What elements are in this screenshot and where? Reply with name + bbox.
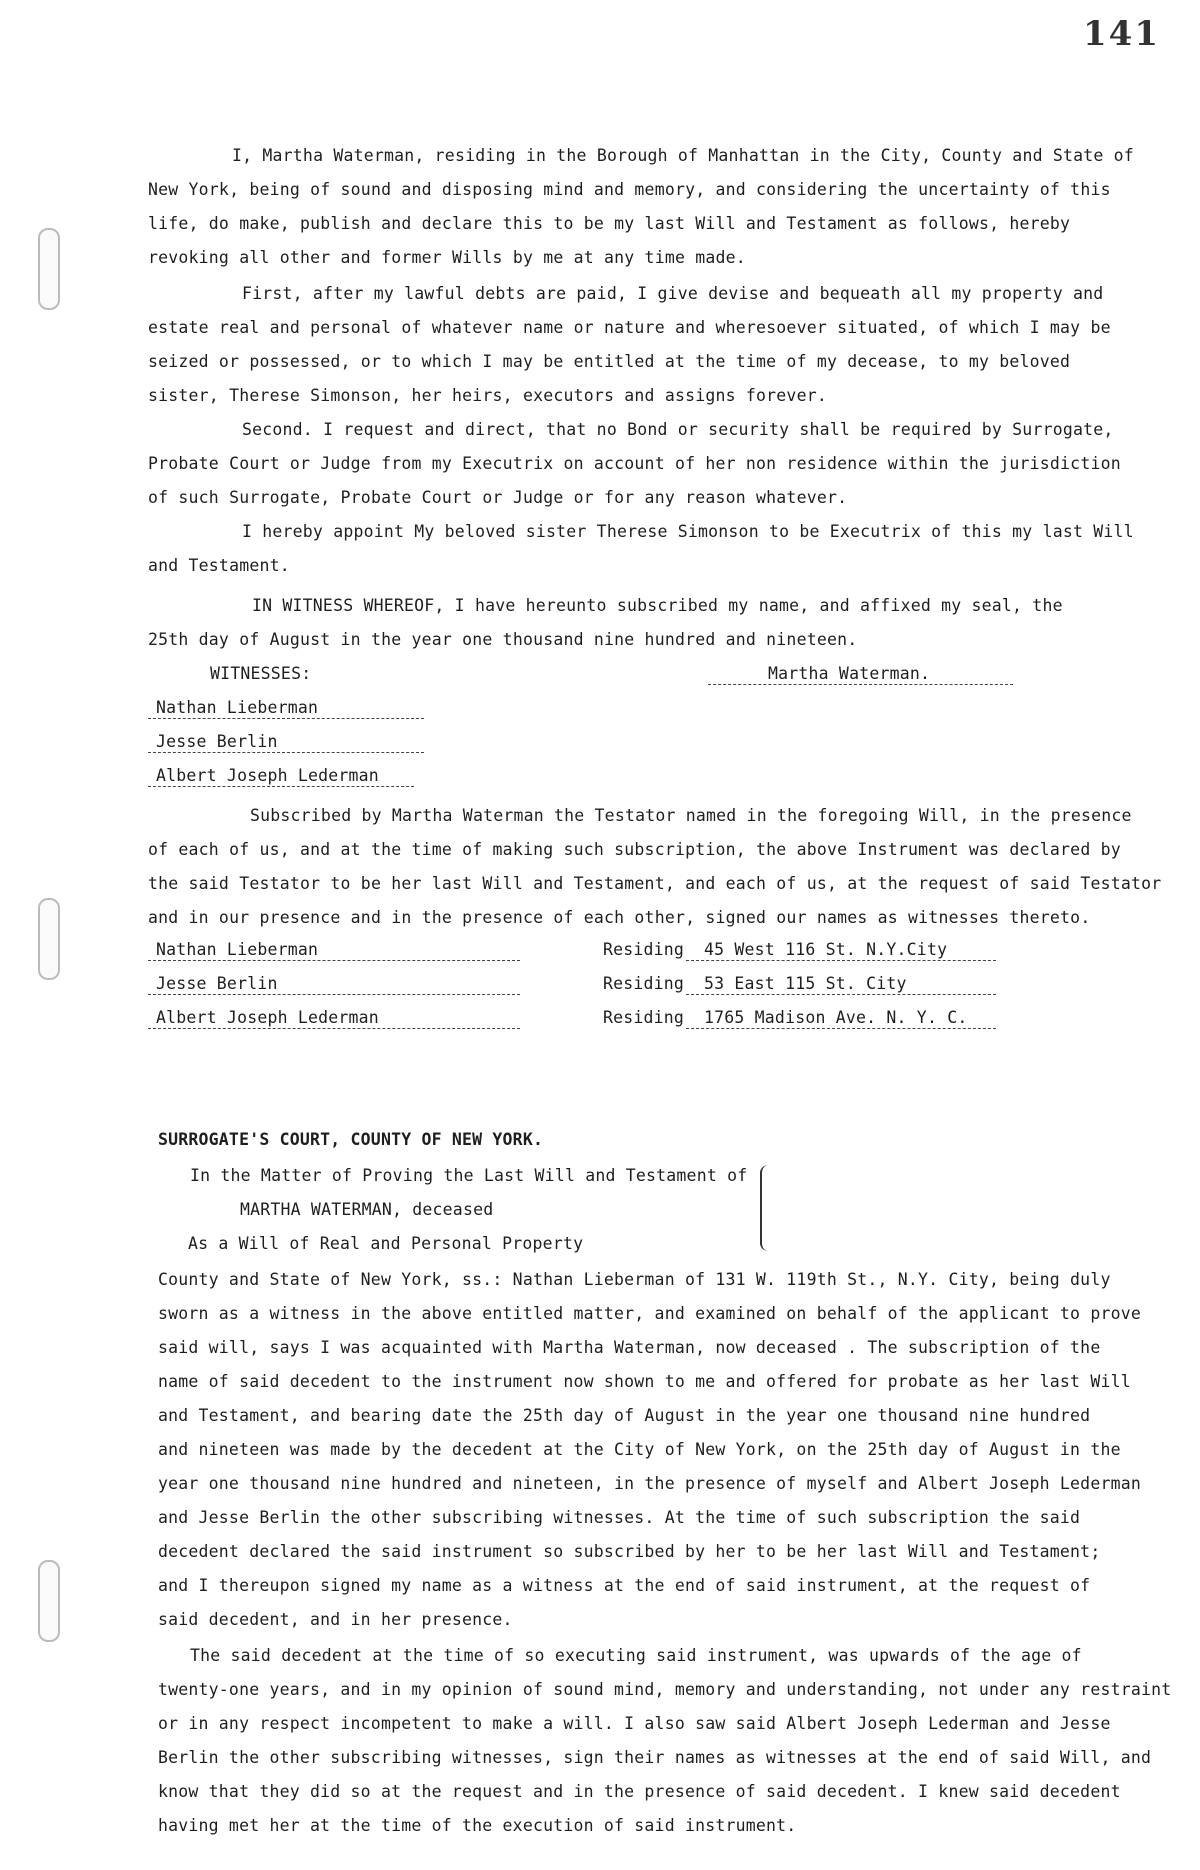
deposition-line: County and State of New York, ss.: Nathan Lieberman of 131 W. 119th St., N.Y. City, being duly	[158, 1270, 1111, 1289]
deposition-line: said will, says I was acquainted with Martha Waterman, now deceased . The subscription of the	[158, 1338, 1101, 1357]
signer-address: 45 West 116 St. N.Y.City	[704, 940, 948, 959]
address-line	[686, 994, 996, 995]
attestation-line: the said Testator to be her last Will and Testament, and each of us, at the request of said Testator	[148, 874, 1162, 893]
matter-brace	[760, 1165, 776, 1251]
signer-name: Jesse Berlin	[156, 974, 278, 993]
matter-line: MARTHA WATERMAN, deceased	[240, 1200, 494, 1219]
binding-hole-top	[38, 228, 60, 310]
residing-label: Residing	[603, 974, 685, 993]
witnesses-label: WITNESSES:	[210, 664, 312, 683]
deposition-line: year one thousand nine hundred and nineteen, in the presence of myself and Albert Joseph Lederman	[158, 1474, 1141, 1493]
matter-line: In the Matter of Proving the Last Will and Testament of	[190, 1166, 748, 1185]
witness-signature: Nathan Lieberman	[156, 698, 319, 717]
signer-line	[148, 1028, 520, 1029]
signer-address: 1765 Madison Ave. N. Y. C.	[704, 1008, 968, 1027]
will-line: Probate Court or Judge from my Executrix on account of her non residence within the jurisdiction	[148, 454, 1121, 473]
will-line: 25th day of August in the year one thousand nine hundred and nineteen.	[148, 630, 858, 649]
witness-signature: Jesse Berlin	[156, 732, 278, 751]
will-line: IN WITNESS WHEREOF, I have hereunto subscribed my name, and affixed my seal, the	[252, 596, 1063, 615]
signer-line	[148, 960, 520, 961]
deposition-line: and Jesse Berlin the other subscribing witnesses. At the time of such subscription the said	[158, 1508, 1081, 1527]
will-line: life, do make, publish and declare this to be my last Will and Testament as follows, hereby	[148, 214, 1071, 233]
will-line: Second. I request and direct, that no Bond or security shall be required by Surrogate,	[242, 420, 1114, 439]
deposition-line: name of said decedent to the instrument now shown to me and offered for probate as her last Will	[158, 1372, 1131, 1391]
will-line: revoking all other and former Wills by me at any time made.	[148, 248, 746, 267]
deposition-line: The said decedent at the time of so executing said instrument, was upwards of the age of	[190, 1646, 1082, 1665]
witness-signature-line	[148, 786, 414, 787]
signer-name: Albert Joseph Lederman	[156, 1008, 379, 1027]
page-number: 141	[1083, 14, 1160, 54]
deposition-line: twenty-one years, and in my opinion of sound mind, memory and understanding, not under any restraint	[158, 1680, 1172, 1699]
deposition-line: and Testament, and bearing date the 25th day of August in the year one thousand nine hundred	[158, 1406, 1091, 1425]
will-line: First, after my lawful debts are paid, I give devise and bequeath all my property and	[242, 284, 1104, 303]
binding-hole-bottom	[38, 1560, 60, 1642]
deposition-line: decedent declared the said instrument so subscribed by her to be her last Will and Testament;	[158, 1542, 1101, 1561]
deposition-line: and nineteen was made by the decedent at the City of New York, on the 25th day of August in the	[158, 1440, 1121, 1459]
address-line	[686, 1028, 996, 1029]
deposition-line: sworn as a witness in the above entitled matter, and examined on behalf of the applicant to prove	[158, 1304, 1141, 1323]
will-line: seized or possessed, or to which I may be entitled at the time of my decease, to my beloved	[148, 352, 1071, 371]
binding-hole-middle	[38, 898, 60, 980]
witness-signature: Albert Joseph Lederman	[156, 766, 379, 785]
will-line: estate real and personal of whatever name or nature and wheresoever situated, of which I may be	[148, 318, 1111, 337]
deposition-line: Berlin the other subscribing witnesses, sign their names as witnesses at the end of said Will, and	[158, 1748, 1152, 1767]
will-line: I hereby appoint My beloved sister Therese Simonson to be Executrix of this my last Will	[242, 522, 1134, 541]
testator-signature-line	[708, 684, 1013, 685]
witness-signature-line	[148, 752, 424, 753]
signer-address: 53 East 115 St. City	[704, 974, 907, 993]
will-line: New York, being of sound and disposing mind and memory, and considering the uncertainty of this	[148, 180, 1111, 199]
will-line: sister, Therese Simonson, her heirs, executors and assigns forever.	[148, 386, 827, 405]
deposition-line: or in any respect incompetent to make a will. I also saw said Albert Joseph Lederman and Jesse	[158, 1714, 1111, 1733]
will-line: I, Martha Waterman, residing in the Borough of Manhattan in the City, County and State of	[232, 146, 1134, 165]
attestation-line: and in our presence and in the presence of each other, signed our names as witnesses thereto.	[148, 908, 1091, 927]
deposition-line: said decedent, and in her presence.	[158, 1610, 513, 1629]
attestation-line: Subscribed by Martha Waterman the Testator named in the foregoing Will, in the presence	[250, 806, 1132, 825]
signer-line	[148, 994, 520, 995]
court-heading: SURROGATE'S COURT, COUNTY OF NEW YORK.	[158, 1130, 544, 1149]
residing-label: Residing	[603, 940, 685, 959]
witness-signature-line	[148, 718, 424, 719]
deposition-line: having met her at the time of the execution of said instrument.	[158, 1816, 797, 1835]
matter-line: As a Will of Real and Personal Property	[188, 1234, 584, 1253]
deposition-line: know that they did so at the request and in the presence of said decedent. I knew said decedent	[158, 1782, 1121, 1801]
address-line	[686, 960, 996, 961]
testator-signature: Martha Waterman.	[768, 664, 931, 683]
deposition-line: and I thereupon signed my name as a witness at the end of said instrument, at the request of	[158, 1576, 1091, 1595]
will-line: of such Surrogate, Probate Court or Judge or for any reason whatever.	[148, 488, 848, 507]
residing-label: Residing	[603, 1008, 685, 1027]
attestation-line: of each of us, and at the time of making such subscription, the above Instrument was declared by	[148, 840, 1121, 859]
signer-name: Nathan Lieberman	[156, 940, 319, 959]
will-line: and Testament.	[148, 556, 290, 575]
